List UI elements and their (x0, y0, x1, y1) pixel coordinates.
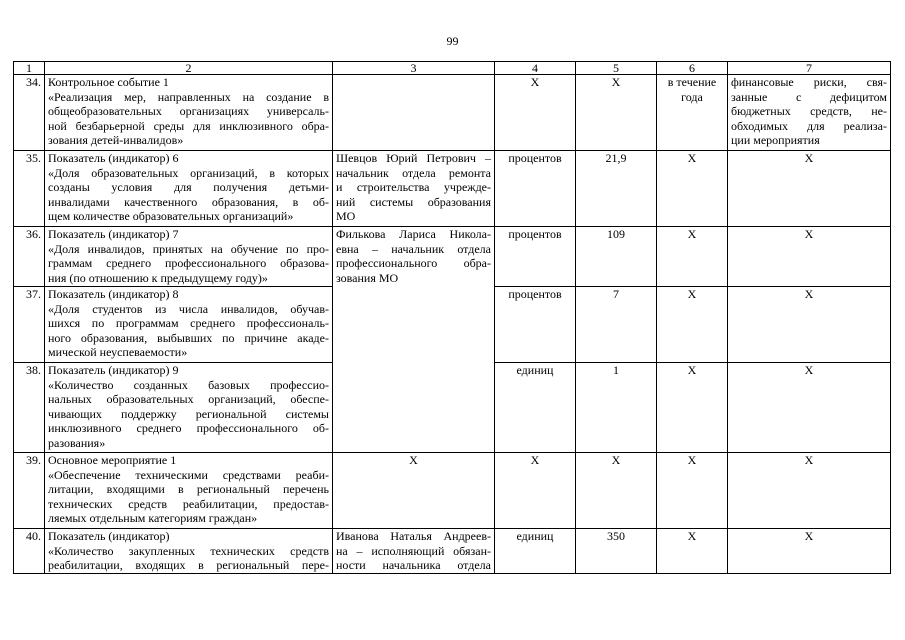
term-cell: X (657, 227, 728, 287)
responsible-line: Шевцов Юрий Петрович – (336, 151, 491, 165)
table-row (14, 453, 891, 529)
row-line: «Доля образовательных организаций, в которых (48, 165, 329, 180)
indicator-description (45, 287, 333, 363)
responsible-line: и строительства учрежде- (336, 180, 491, 195)
row-line: разования» (48, 435, 106, 450)
row-number: 40. (14, 529, 45, 574)
header-cell-3: 3 (333, 62, 495, 75)
row-line: зования детей-инвалидов» (48, 133, 184, 148)
unit-cell: процентов (495, 227, 576, 287)
row-number: 39. (14, 453, 45, 529)
header-cell-4: 4 (495, 62, 576, 75)
value-cell: X (576, 75, 657, 151)
responsible-line: ний системы образования (336, 194, 491, 209)
responsible-line: профессионального обра- (336, 256, 491, 271)
responsible-cell (333, 151, 495, 227)
risks-cell: X (728, 529, 891, 574)
row-line: щем количестве образовательных организаций» (48, 209, 294, 224)
risk-line: бюджетных средств, не- (731, 104, 887, 119)
unit-cell: единиц (495, 529, 576, 574)
header-cell-7: 7 (728, 62, 891, 75)
term-cell: X (657, 453, 728, 529)
term-line: года (681, 89, 703, 104)
term-line: в течение (667, 75, 717, 89)
row-line: общеобразовательных организациях универсаль- (48, 104, 329, 119)
responsible-line: начальник отдела ремонта (336, 165, 491, 180)
term-cell: X (657, 287, 728, 363)
responsible-line: ности начальника отдела (336, 558, 491, 573)
table-row (14, 75, 891, 151)
unit-cell: процентов (495, 287, 576, 363)
indicator-description (45, 453, 333, 529)
responsible-cell (333, 75, 495, 151)
term-cell: X (657, 151, 728, 227)
row-line: ния (по отношению к предыдущему году)» (48, 270, 268, 285)
indicator-description (45, 227, 333, 287)
row-line: «Реализация мер, направленных на создание в (48, 89, 329, 104)
risks-cell: X (728, 287, 891, 363)
header-cell-1: 1 (14, 62, 45, 75)
row-line: ной безбарьерной среды для инклюзивного обра- (48, 118, 329, 133)
row-line: инклюзивного среднего профессионального об- (48, 421, 329, 436)
row-title: Показатель (индикатор) 7 (48, 227, 179, 241)
risks-cell: X (728, 453, 891, 529)
value-cell: 109 (576, 227, 657, 287)
value-cell: 7 (576, 287, 657, 363)
row-line: ного образования, выбывших по причине акаде- (48, 330, 329, 345)
value-cell: 350 (576, 529, 657, 574)
responsible-line: Филькова Лариса Никола- (336, 227, 491, 241)
row-line: технических средств реабилитации, предостав- (48, 496, 329, 511)
row-line: шихся по программам среднего профессиональ- (48, 316, 329, 331)
table-row (14, 151, 891, 227)
row-title: Основное мероприятие 1 (48, 453, 177, 467)
value-cell: 21,9 (576, 151, 657, 227)
responsible-cell (333, 529, 495, 574)
risks-cell: X (728, 151, 891, 227)
row-number: 37. (14, 287, 45, 363)
row-title: Контрольное событие 1 (48, 75, 169, 89)
term-cell (657, 75, 728, 151)
row-number: 34. (14, 75, 45, 151)
unit-cell: единиц (495, 363, 576, 453)
row-line: граммам среднего профессионального образова- (48, 256, 329, 271)
header-cell-6: 6 (657, 62, 728, 75)
unit-cell: процентов (495, 151, 576, 227)
risk-line: обходимых для реализа- (731, 118, 887, 133)
document-table (13, 61, 891, 574)
row-number: 36. (14, 227, 45, 287)
table-row (14, 529, 891, 574)
responsible-line: евна – начальник отдела (336, 241, 491, 256)
row-line: литации, входящими в региональный перечень (48, 482, 329, 497)
row-line: «Количество закупленных технических средств (48, 543, 329, 558)
row-line: реабилитации, входящих в региональный пере- (48, 558, 329, 573)
row-line: «Обеспечение техническими средствами реаби- (48, 467, 329, 482)
row-line: чивающих поддержку региональной системы (48, 406, 329, 421)
risks-cell (728, 75, 891, 151)
row-title: Показатель (индикатор) 8 (48, 287, 179, 301)
row-line: инвалидами качественного образования, в об- (48, 194, 329, 209)
responsible-line: МО (336, 209, 356, 224)
row-number: 38. (14, 363, 45, 453)
value-cell: X (576, 453, 657, 529)
header-cell-5: 5 (576, 62, 657, 75)
indicator-description (45, 529, 333, 574)
header-row (14, 62, 891, 75)
page-number: 99 (446, 34, 459, 48)
risk-line: занные с дефицитом (731, 89, 887, 104)
row-line: «Доля студентов из числа инвалидов, обучав- (48, 301, 329, 316)
indicator-description (45, 151, 333, 227)
responsible-cell (333, 227, 495, 453)
row-line: «Доля инвалидов, принятых на обучение по про- (48, 241, 329, 256)
row-title: Показатель (индикатор) 9 (48, 363, 179, 377)
indicator-description (45, 363, 333, 453)
row-line: нальных образовательных организаций, обеспе- (48, 392, 329, 407)
table-row (14, 227, 891, 287)
header-cell-2: 2 (45, 62, 333, 75)
unit-cell: X (495, 453, 576, 529)
row-line: «Количество созданных базовых профессио- (48, 377, 329, 392)
responsible-cell: X (333, 453, 495, 529)
indicator-description (45, 75, 333, 151)
responsible-line: зования МО (336, 270, 399, 285)
row-line: мической неуспеваемости» (48, 345, 188, 360)
unit-cell: X (495, 75, 576, 151)
responsible-line: на – исполняющий обязан- (336, 543, 491, 558)
row-title: Показатель (индикатор) 6 (48, 151, 179, 165)
row-line: ляемых отдельным категориям граждан» (48, 511, 258, 526)
term-cell: X (657, 363, 728, 453)
row-line: созданы условия для получения детьми- (48, 180, 329, 195)
risk-line: финансовые риски, свя- (731, 75, 887, 89)
risk-line: ции мероприятия (731, 133, 820, 148)
row-title: Показатель (индикатор) (48, 529, 170, 543)
risks-cell: X (728, 227, 891, 287)
row-number: 35. (14, 151, 45, 227)
risks-cell: X (728, 363, 891, 453)
value-cell: 1 (576, 363, 657, 453)
term-cell: X (657, 529, 728, 574)
responsible-line: Иванова Наталья Андреев- (336, 529, 491, 543)
